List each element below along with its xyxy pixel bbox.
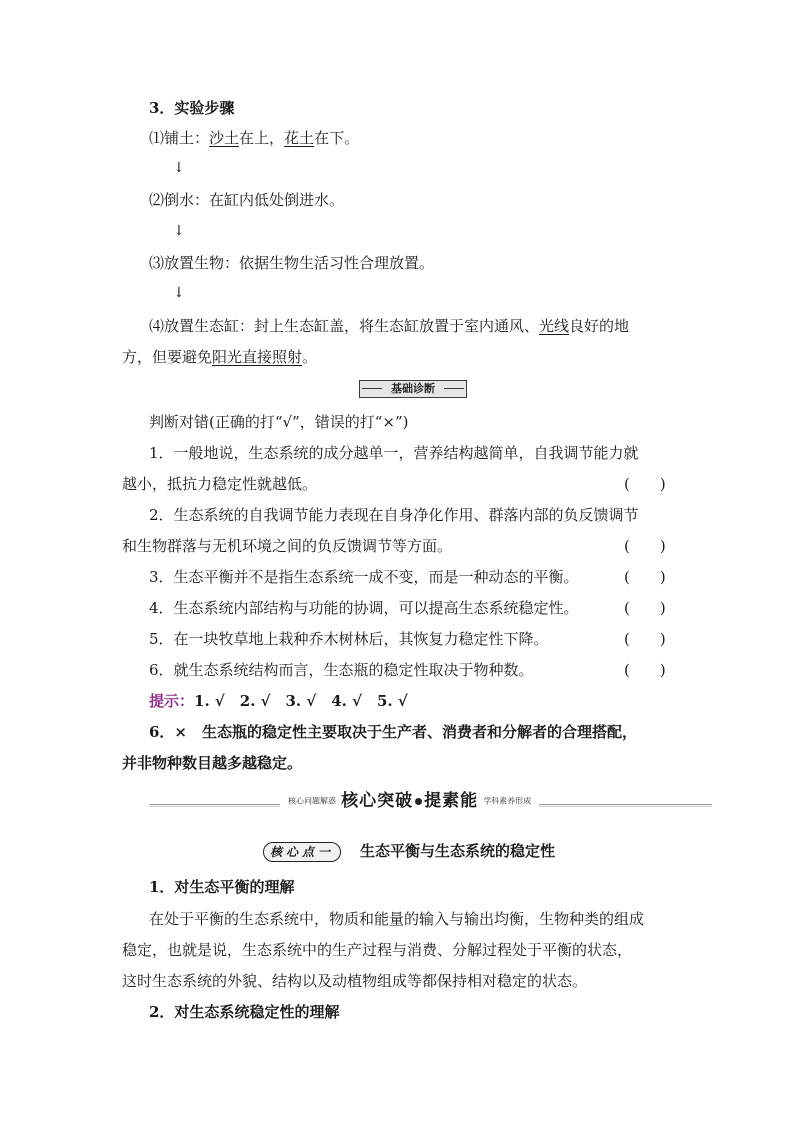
question-2-line-2: 和生物群落与无机环境之间的负反馈调节等方面。 [122,537,453,555]
subheading-2: 2．对生态系统稳定性的理解 [149,1003,340,1021]
step-1-underline-soil: 花土 [284,129,315,147]
answer-blank-1: ( ) [624,475,666,493]
step-4-line-1-post: 良好的地 [569,317,630,335]
step-1-mid: 在上， [239,129,285,147]
core-point-title: 生态平衡与生态系统的稳定性 [360,842,556,860]
step-1-post: 在下。 [314,129,360,147]
step-4-line-2 [122,347,317,367]
answer-blank-5: ( ) [624,630,666,648]
diagnosis-instruction: 判断对错(正确的打“√”，错误的打“×”) [149,413,409,431]
bullet-icon [415,798,422,805]
question-6: 6．就生态系统结构而言，生态瓶的稳定性取决于物种数。 [149,661,534,679]
question-2-line-1: 2．生态系统的自我调节能力表现在自身净化作用、群落内部的负反馈调节 [149,506,639,524]
step-1-underline-sand: 沙土 [209,129,240,147]
banner-title-1: 核心突破 [341,791,414,811]
tip-answers: 1. √ 2. √ 3. √ 4. √ 5. √ [194,692,408,710]
question-1-line-2: 越小，抵抗力稳定性就越低。 [122,475,318,493]
step-4-underline-light: 光线 [539,317,570,335]
step-4-line-2-pre: 方，但要避免 [122,348,213,366]
step-4-underline-sunlight: 阳光直接照射 [212,348,303,366]
basic-diagnosis-tag: 基础诊断 [359,380,467,398]
step-4-line-1-pre: ⑷放置生态缸：封上生态缸盖，将生态缸放置于室内通风、 [149,317,540,335]
question-5: 5．在一块牧草地上栽种乔木树林后，其恢复力稳定性下降。 [149,630,549,648]
answer-blank-4: ( ) [624,599,666,617]
question-1-line-1: 1．一般地说，生态系统的成分越单一，营养结构越简单，自我调节能力就 [149,444,639,462]
banner-right-caption: 学科素养形成 [483,796,532,806]
answer-blank-2: ( ) [624,537,666,555]
down-arrow-icon: ↓ [173,285,185,301]
down-arrow-icon: ↓ [173,223,185,239]
banner-left-caption: 核心问题解惑 [288,796,336,806]
answer-blank-6: ( ) [624,661,666,679]
answer-6-line-2: 并非物种数目越多越稳定。 [122,754,303,772]
step-1-pre: ⑴铺土： [149,129,210,147]
tip-label: 提示： [149,692,195,710]
paragraph-1-line-2: 稳定，也就是说，生态系统中的生产过程与消费、分解过程处于平衡的状态， [122,941,633,959]
down-arrow-icon: ↓ [173,160,185,176]
core-point-badge: 核心点一 [263,842,341,862]
step-3: ⑶放置生物：依据生物生活习性合理放置。 [149,254,435,272]
step-1 [149,128,359,148]
banner-title-2: 提素能 [424,791,479,811]
step-4-line-2-post: 。 [302,348,318,366]
paragraph-1-line-1: 在处于平衡的生态系统中，物质和能量的输入与输出均衡，生物种类的组成 [149,910,645,928]
answer-blank-3: ( ) [624,568,666,586]
section-banner [150,790,712,812]
step-2: ⑵倒水：在缸内低处倒进水。 [149,191,345,209]
section-heading-steps: 3．实验步骤 [149,99,235,117]
subheading-1: 1．对生态平衡的理解 [149,878,295,896]
answer-6-line-1: 6．× 生态瓶的稳定性主要取决于生产者、消费者和分解者的合理搭配， [149,723,638,741]
paragraph-1-line-3: 这时生态系统的外貌、结构以及动植物组成等都保持相对稳定的状态。 [122,972,588,990]
step-4-line-1 [149,316,629,336]
question-3: 3．生态平衡并不是指生态系统一成不变，而是一种动态的平衡。 [149,568,579,586]
tip-line [149,691,408,711]
question-4: 4．生态系统内部结构与功能的协调，可以提高生态系统稳定性。 [149,599,579,617]
